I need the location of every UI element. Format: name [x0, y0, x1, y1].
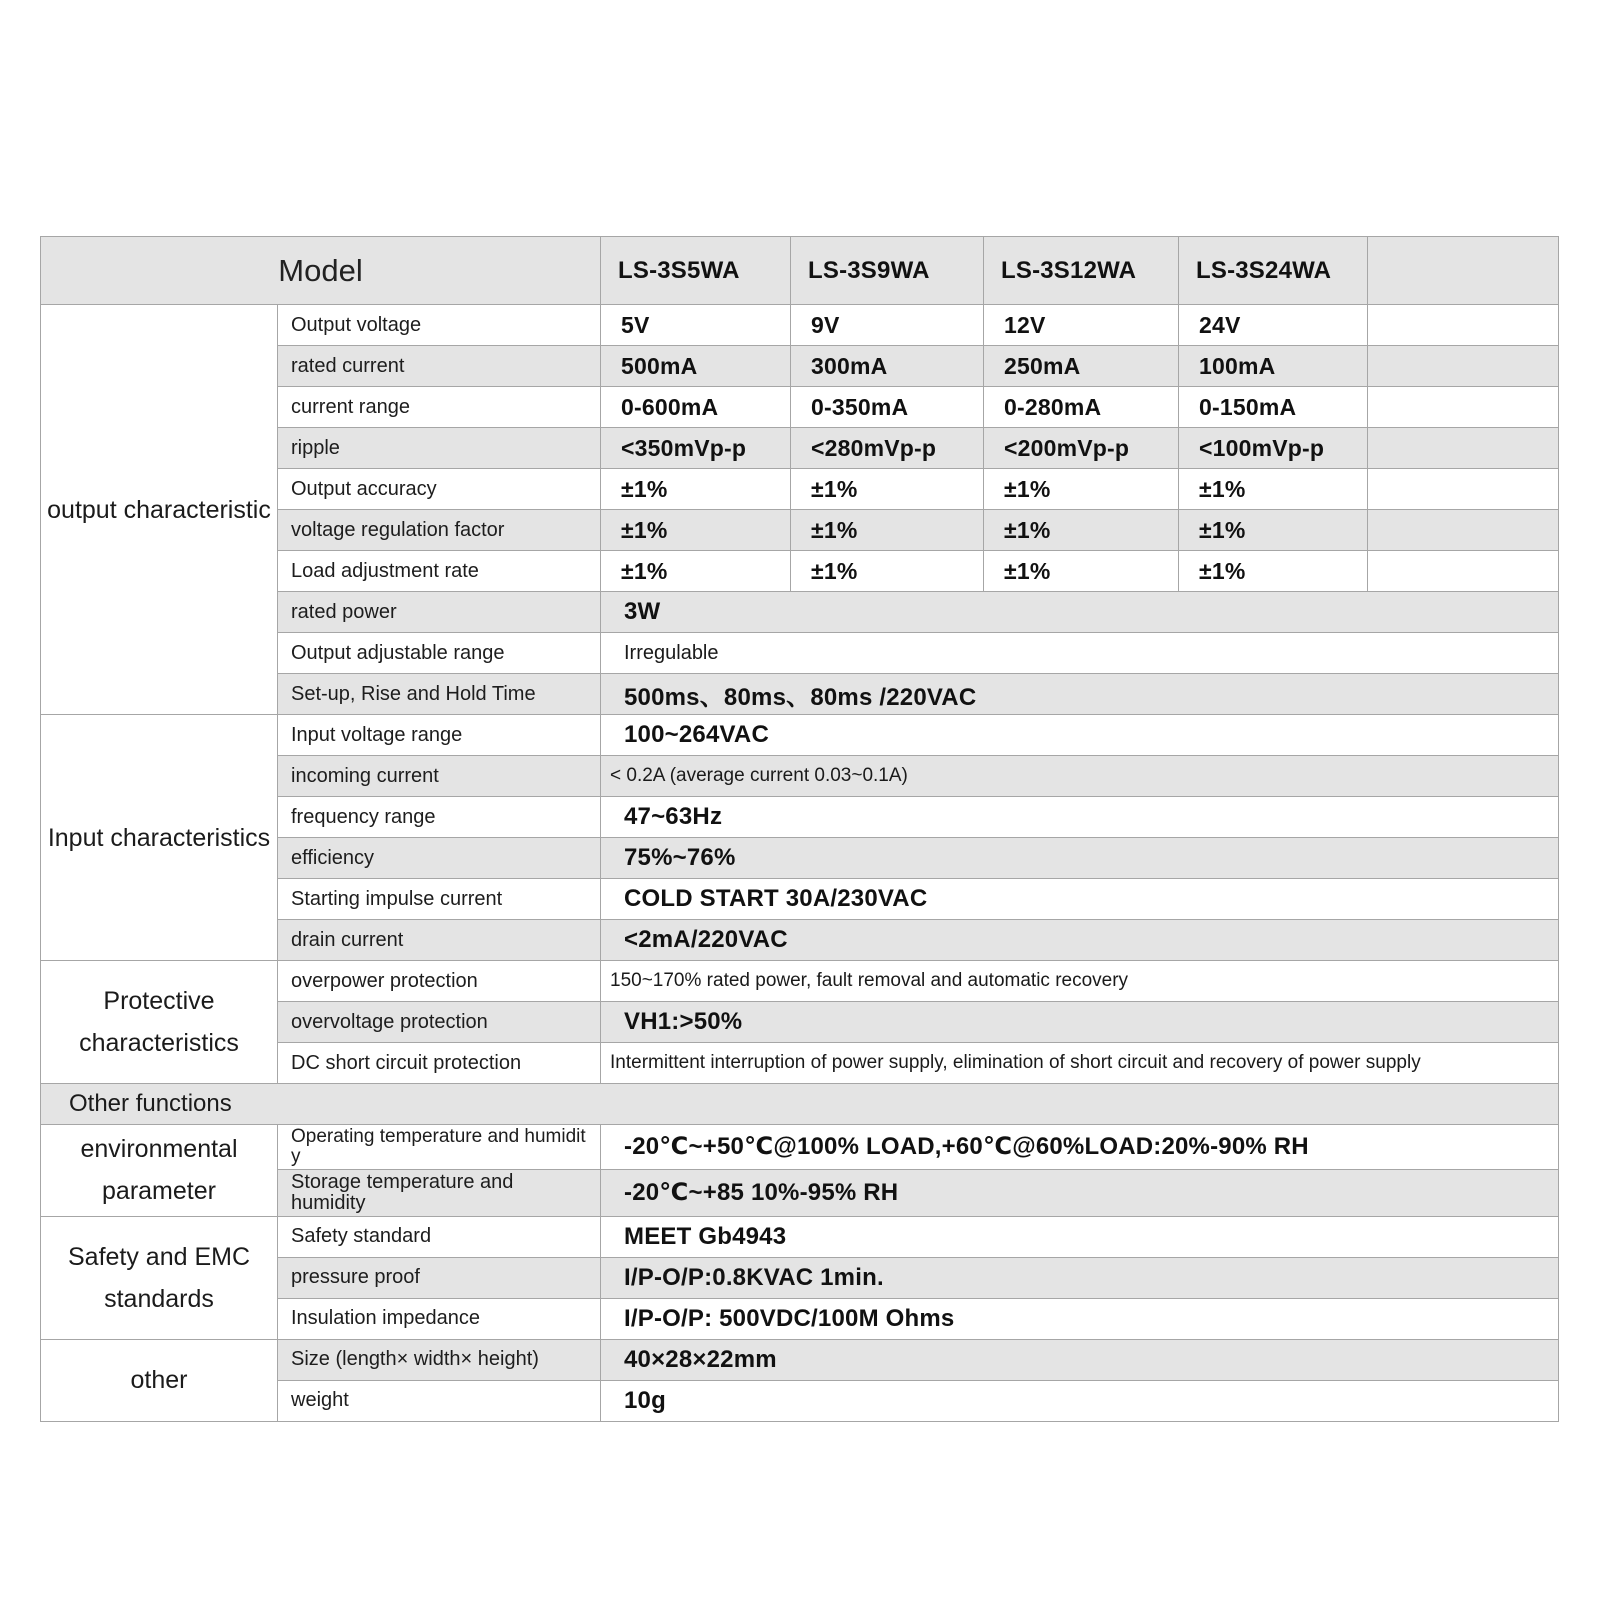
row-value: -20℃~+50℃@100% LOAD,+60℃@60%LOAD:20%-90% RH	[601, 1125, 1559, 1170]
spacer-cell	[1368, 387, 1559, 428]
model-column-ls-3s12wa: LS-3S12WA	[984, 237, 1179, 305]
row-value: ±1%	[984, 469, 1179, 510]
row-value: 5V	[601, 305, 791, 346]
row-label: rated power	[278, 592, 601, 633]
row-value: 3W	[601, 592, 1559, 633]
row-value: VH1:>50%	[601, 1002, 1559, 1043]
row-label: Operating temperature and humidity	[278, 1125, 601, 1170]
row-label: Output accuracy	[278, 469, 601, 510]
row-label: Insulation impedance	[278, 1298, 601, 1339]
row-label: voltage regulation factor	[278, 510, 601, 551]
spacer-cell	[1368, 551, 1559, 592]
row-label: drain current	[278, 920, 601, 961]
section-other: other	[41, 1339, 278, 1421]
row-value: 0-280mA	[984, 387, 1179, 428]
row-value: ±1%	[1179, 469, 1368, 510]
spacer-cell	[1368, 305, 1559, 346]
row-label: Load adjustment rate	[278, 551, 601, 592]
row-label: Starting impulse current	[278, 879, 601, 920]
row-value: 9V	[791, 305, 984, 346]
section-output-characteristic: output characteristic	[41, 305, 278, 715]
row-label: overvoltage protection	[278, 1002, 601, 1043]
row-label: ripple	[278, 428, 601, 469]
row-value: Irregulable	[601, 633, 1559, 674]
section-environmental-parameter: environmental parameter	[41, 1125, 278, 1217]
row-label: overpower protection	[278, 961, 601, 1002]
row-value: 0-150mA	[1179, 387, 1368, 428]
model-column-ls-3s24wa: LS-3S24WA	[1179, 237, 1368, 305]
row-label: rated current	[278, 346, 601, 387]
row-value: 100mA	[1179, 346, 1368, 387]
row-label: Input voltage range	[278, 715, 601, 756]
row-value: ±1%	[791, 551, 984, 592]
row-value: 100~264VAC	[601, 715, 1559, 756]
row-value: I/P-O/P:0.8KVAC 1min.	[601, 1257, 1559, 1298]
row-operating-temperature-humidity	[41, 1125, 1559, 1170]
row-label: Output adjustable range	[278, 633, 601, 674]
row-value: 500mA	[601, 346, 791, 387]
row-label: Safety standard	[278, 1216, 601, 1257]
row-label: Set-up, Rise and Hold Time	[278, 674, 601, 715]
row-value: 300mA	[791, 346, 984, 387]
row-value: ±1%	[984, 510, 1179, 551]
row-safety-standard	[41, 1216, 1559, 1257]
row-value: 0-600mA	[601, 387, 791, 428]
row-value: ±1%	[791, 469, 984, 510]
row-label: current range	[278, 387, 601, 428]
row-label: Size (length× width× height)	[278, 1339, 601, 1380]
row-value: COLD START 30A/230VAC	[601, 879, 1559, 920]
row-other-functions	[41, 1084, 1559, 1125]
spacer-cell	[1368, 428, 1559, 469]
row-input-voltage-range	[41, 715, 1559, 756]
row-value: ±1%	[601, 510, 791, 551]
row-value: 24V	[1179, 305, 1368, 346]
section-safety-emc-standards: Safety and EMC standards	[41, 1216, 278, 1339]
header-spacer-cell	[1368, 237, 1559, 305]
row-size	[41, 1339, 1559, 1380]
row-value: ±1%	[1179, 551, 1368, 592]
row-value: 40×28×22mm	[601, 1339, 1559, 1380]
row-value: 250mA	[984, 346, 1179, 387]
spacer-cell	[1368, 346, 1559, 387]
row-value: 0-350mA	[791, 387, 984, 428]
row-value: I/P-O/P: 500VDC/100M Ohms	[601, 1298, 1559, 1339]
row-value: 150~170% rated power, fault removal and automatic recovery	[601, 961, 1559, 1002]
row-value: -20℃~+85 10%-95% RH	[601, 1169, 1559, 1216]
row-value: 75%~76%	[601, 838, 1559, 879]
row-label: pressure proof	[278, 1257, 601, 1298]
row-value: Intermittent interruption of power supply, elimination of short circuit and recovery of power supply	[601, 1043, 1559, 1084]
row-label: Output voltage	[278, 305, 601, 346]
row-output-voltage	[41, 305, 1559, 346]
row-value: <200mVp-p	[984, 428, 1179, 469]
section-input-characteristics: Input characteristics	[41, 715, 278, 961]
spacer-cell	[1368, 510, 1559, 551]
row-value: <100mVp-p	[1179, 428, 1368, 469]
row-value: 47~63Hz	[601, 797, 1559, 838]
row-overpower-protection	[41, 961, 1559, 1002]
row-value: 10g	[601, 1380, 1559, 1421]
row-label: weight	[278, 1380, 601, 1421]
row-label: incoming current	[278, 756, 601, 797]
row-value: <350mVp-p	[601, 428, 791, 469]
row-value: 12V	[984, 305, 1179, 346]
spacer-cell	[1368, 469, 1559, 510]
model-column-ls-3s5wa: LS-3S5WA	[601, 237, 791, 305]
header-row	[41, 237, 1559, 305]
section-protective-characteristics: Protective characteristics	[41, 961, 278, 1084]
row-label: Storage temperature and humidity	[278, 1169, 601, 1216]
model-column-ls-3s9wa: LS-3S9WA	[791, 237, 984, 305]
row-label: efficiency	[278, 838, 601, 879]
row-value: ±1%	[601, 469, 791, 510]
row-value: ±1%	[791, 510, 984, 551]
row-value: ±1%	[1179, 510, 1368, 551]
row-value: MEET Gb4943	[601, 1216, 1559, 1257]
row-value: ±1%	[601, 551, 791, 592]
row-value: < 0.2A (average current 0.03~0.1A)	[601, 756, 1559, 797]
row-value: 500ms、80ms、80ms /220VAC	[601, 674, 1559, 715]
model-header-cell: Model	[41, 237, 601, 305]
row-value: <2mA/220VAC	[601, 920, 1559, 961]
row-value: <280mVp-p	[791, 428, 984, 469]
row-value: ±1%	[984, 551, 1179, 592]
spec-table	[40, 236, 1559, 1422]
section-other-functions: Other functions	[41, 1084, 1559, 1125]
row-label: frequency range	[278, 797, 601, 838]
row-label: DC short circuit protection	[278, 1043, 601, 1084]
